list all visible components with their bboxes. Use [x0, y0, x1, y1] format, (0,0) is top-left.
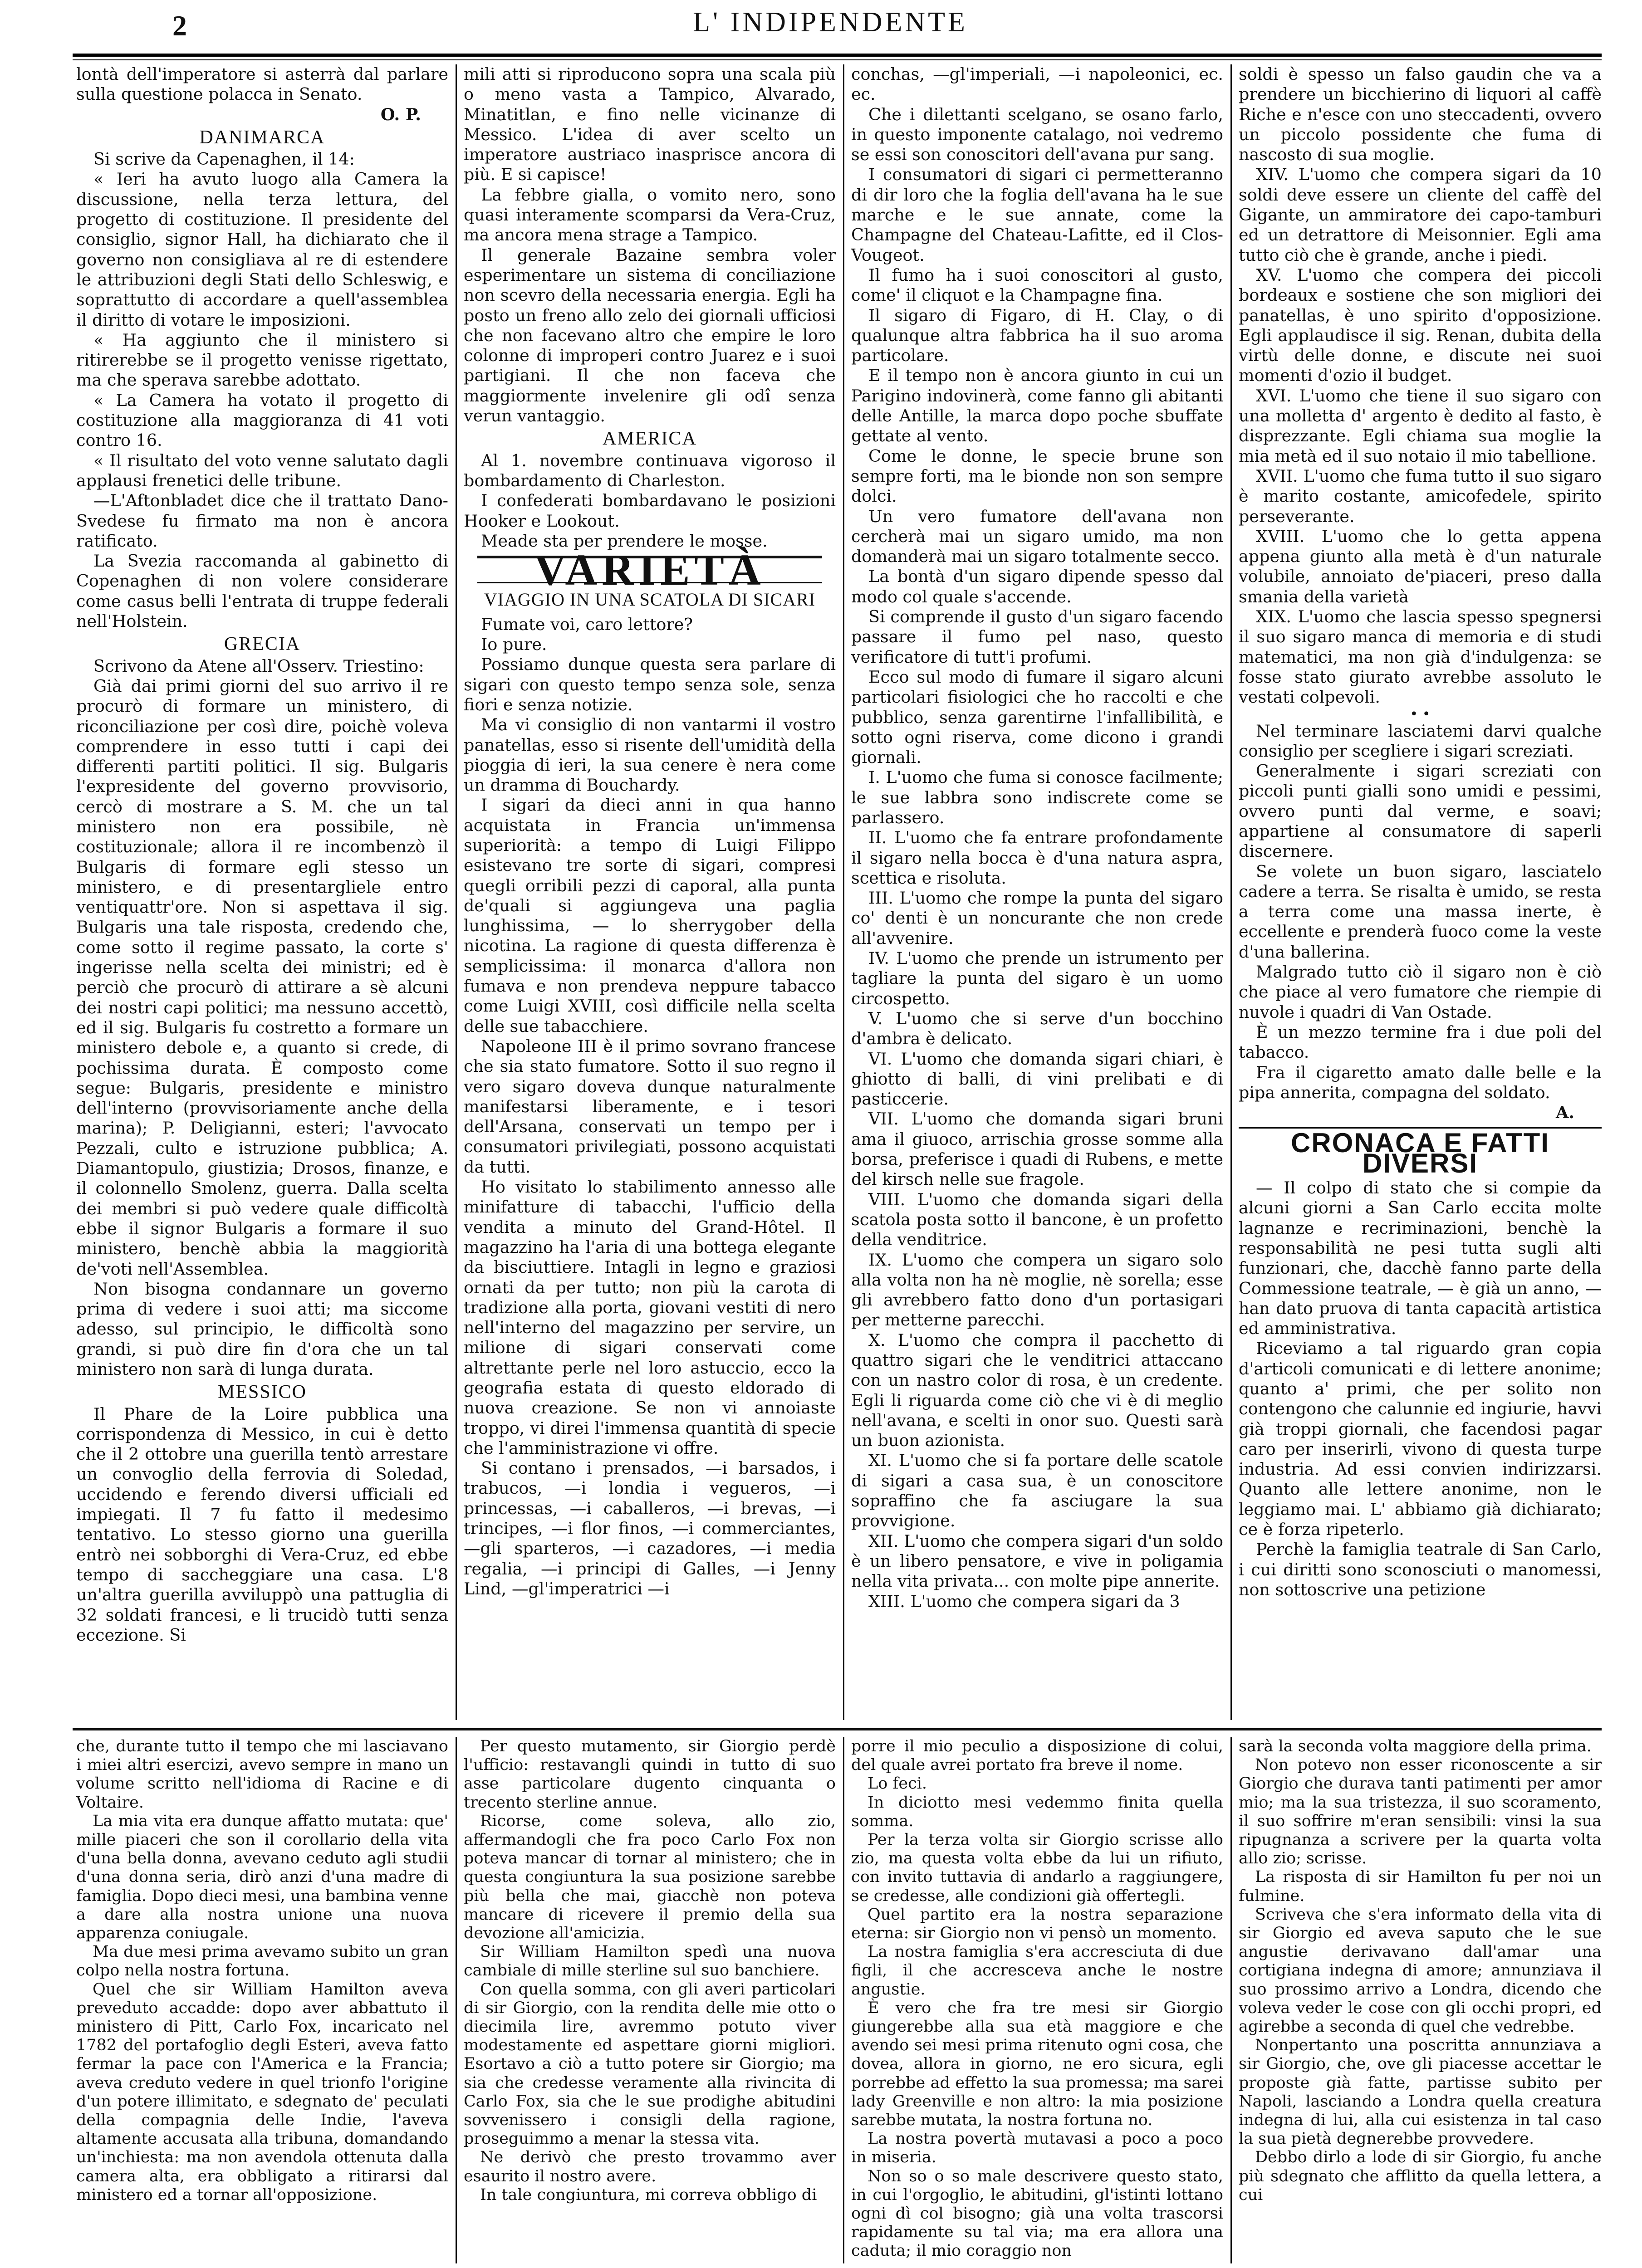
page-number: 2 — [172, 10, 187, 42]
feuilleton-rule — [73, 1728, 1602, 1730]
paragraph: Fumate voi, caro lettore? — [481, 614, 693, 634]
paragraph: Meade sta per prendere le mosse. — [481, 531, 768, 551]
paragraph: Per questo mutamento, sir Giorgio perdè l'ufficio: restavangli quindi in tutto di suo asse particolare dugento cinquanta o trecento sterline annue. — [464, 1737, 836, 1812]
paragraph: Il sigaro di Figaro, di H. Clay, o di qualunque altra fabbrica ha il suo aroma particolare. — [851, 305, 1223, 366]
paragraph: X. L'uomo che compra il pacchetto di quattro sigari che le venditrici attaccano con un nastro color di rosa, è un credente. Egli li riguarda come ciò che vi è di meglio nell'avana, e scelti in onor suo. Questi sarà un buon azionista. — [851, 1330, 1223, 1451]
section-heading-messico: MESSICO — [217, 1382, 307, 1403]
paragraph: Non bisogna condannare un governo prima di vedere i suoi atti; ma siccome adesso, sul principio, le difficoltà sono grandi, si può dire fin d'ora che un tal ministero non sarà di lunga durata. — [76, 1279, 448, 1379]
paragraph: Un vero fumatore dell'avana non cercherà mai un sigaro umido, ma non domanderà mai un sigaro totalmente secco. — [851, 506, 1223, 567]
paragraph: Scriveva che s'era informato della vita di sir Giorgio ed aveva saputo che le sue angustie derivavano dall'amar una cortigiana indegna di amore; annunziava il suo prossimo arrivo a Londra, dicendo che voleva veder le cose con gli occhi propri, ed agirebbe a seconda di quel che vedrebbe. — [1239, 1905, 1602, 2036]
paragraph: La febbre gialla, o vomito nero, sono quasi interamente scomparsi da Vera-Cruz, ma ancora mena strage a Tampico. — [464, 185, 836, 245]
paragraph: sarà la seconda volta maggiore della prima. — [1239, 1737, 1592, 1755]
paragraph: Generalmente i sigari screziati con piccoli punti gialli sono umidi e pessimi, ovvero punti dal verme, e soavi; appartiene al consumatore di saperli discernere. — [1239, 761, 1602, 861]
paragraph: I. L'uomo che fuma si conosce facilmente; le sue labbra sono indiscrete come se parlassero. — [851, 767, 1223, 827]
paragraph: In diciotto mesi vedemmo finita quella somma. — [851, 1793, 1223, 1830]
paragraph: mili atti si riproducono sopra una scala più o meno vasta a Tampico, Alvarado, Minatitlan, e fino nelle vicinanze di Messico. L'idea di aver scelto un imperatore austriaco inasprisce ancora di più. E si capisce! — [464, 64, 836, 185]
column-divider — [456, 64, 457, 1720]
paragraph: La risposta di sir Hamilton fu per noi un fulmine. — [1239, 1868, 1602, 1905]
paragraph: VIII. L'uomo che domanda sigari della scatola posta sotto il bancone, è un profetto della venditrice. — [851, 1189, 1223, 1250]
paragraph: —L'Aftonbladet dice che il trattato Dano-Svedese fu firmato ma non è ancora ratificato. — [76, 491, 448, 551]
newspaper-title: L' INDIPENDENTE — [693, 7, 968, 38]
paragraph: Quel che sir William Hamilton aveva preveduto accadde: dopo aver abbattuto il ministero di Pitt, Carlo Fox, incaricato nel 1782 del portafoglio degli Esteri, aveva fatto fermar la pace con l'America e la Francia; aveva creduto vedere in quel trionfo l'origine d'un potere illimitato, e sdegnato de' peculati della compagnia delle Indie, l'aveva altamente accusata alla tribuna, domandando un'inchiesta: ma non avendola ottenuta dalla camera alta, era obbligato a ritirarsi dal ministero ed a tornar all'opposizione. — [76, 1980, 448, 2204]
column-2 — [464, 64, 836, 1718]
paragraph: XV. L'uomo che compera dei piccoli bordeaux e sostiene che son migliori dei panatellas, è uno spirito d'opposizione. Egli applaudisce il sig. Renan, dubita della virtù delle donne, e discute nei suoi momenti d'ozio il budget. — [1239, 265, 1602, 386]
paragraph: Ma vi consiglio di non vantarmi il vostro panatellas, esso si risente dell'umidità della pioggia di ieri, la sua cenere è nera come un dramma di Bouchardy. — [464, 715, 836, 795]
paragraph: Si scrive da Capenaghen, il 14: — [93, 149, 355, 169]
paragraph: lontà dell'imperatore si asterrà dal parlare sulla questione polacca in Senato. — [76, 64, 448, 104]
separator-dots: • • — [1410, 706, 1431, 722]
paragraph: Come le donne, le specie brune son sempre forti, ma le bionde non son sempre dolci. — [851, 446, 1223, 506]
paragraph: « Ha aggiunto che il ministero si ritirerebbe se il progetto venisse rigettato, ma che sperava sarebbe adottato. — [76, 330, 448, 390]
paragraph: Al 1. novembre continuava vigoroso il bombardamento di Charleston. — [464, 450, 836, 490]
paragraph: II. L'uomo che fa entrare profondamente il sigaro nella bocca è d'una natura aspra, scettica e risoluta. — [851, 828, 1223, 888]
paragraph: Per la terza volta sir Giorgio scrisse allo zio, ma questa volta ebbe da lui un rifiuto, con invito tuttavia di andarlo a raggiungere, se credesse, alle condizioni già offertegli. — [851, 1831, 1223, 1905]
paragraph: XII. L'uomo che compera sigari d'un soldo è un libero pensatore, e vive in poligamia nella vita privata... con molte pipe annerite. — [851, 1531, 1223, 1591]
header-rule-thin — [73, 59, 1602, 60]
paragraph: « Ieri ha avuto luogo alla Camera la discussione, nella terza lettura, del progetto di costituzione. Il presidente del consiglio, signor Hall, ha dichiarato che il governo non consigliava al re di estendere le attribuzioni degli Stati dello Schleswig, e soprattutto di accordare a quell'assemblea il diritto di votare le imposizioni. — [76, 169, 448, 330]
paragraph: E il tempo non è ancora giunto in cui un Parigino indovinerà, come fanno gli abitanti delle Antille, la marca dopo poche sbuffate gettate al vento. — [851, 366, 1223, 446]
paragraph: VII. L'uomo che domanda sigari bruni ama il giuoco, arrischia grosse somme alla borsa, preferisce i quadi di Rubens, e mette del kirsch nelle sue fragole. — [851, 1109, 1223, 1189]
paragraph: Malgrado tutto ciò il sigaro non è ciò che piace al vero fumatore che riempie di nuvole i quadri di Van Ostade. — [1239, 962, 1602, 1022]
paragraph: IX. L'uomo che compera un sigaro solo alla volta non ha nè moglie, nè sorella; esse gli avrebbero fatto dono d'un portasigari per metterne parecchi. — [851, 1250, 1223, 1330]
paragraph: Il Phare de la Loire pubblica una corrispondenza di Messico, in cui è detto che il 2 ottobre una guerilla tentò arrestare un convoglio della ferrovia di Soledad, uccidendo e ferendo diversi ufficiali ed impiegati. Il 7 fu fatto il medesimo tentativo. Lo stesso giorno una guerilla entrò nei sobborghi di Vera-Cruz, ed ebbe tempo di saccheggiare una casa. L'8 un'altra guerilla avviluppò una pattuglia di 32 soldati francesi, e li trucidò tutti senza eccezione. Si — [76, 1404, 448, 1645]
paragraph: Riceviamo a tal riguardo gran copia d'articoli comunicati e di lettere anonime; quanto a' primi, che per solito non contengono che calunnie ed ingiurie, havvi già troppi giornali, che facendosi pagar caro per inserirli, vivono di questa turpe industria. Ad essi convien indirizzarsi. Quanto alle lettere anonime, non le leggiamo mai. L' abbiamo già dichiarato; ce è forza ripeterlo. — [1239, 1339, 1602, 1540]
feuilleton-column-1 — [76, 1737, 448, 2263]
paragraph: Si comprende il gusto d'un sigaro facendo passare il fumo pel naso, questo verificatore di tutt'i profumi. — [851, 607, 1223, 667]
paragraph: porre il mio peculio a disposizione di colui, del quale avrei portato fra breve il nome. — [851, 1737, 1223, 1774]
varieta-subtitle: VIAGGIO IN UNA SCATOLA DI SICARI — [484, 589, 816, 610]
paragraph: VI. L'uomo che domanda sigari chiari, è ghiotto di balli, di vini prelibati e di pasticcerie. — [851, 1049, 1223, 1109]
paragraph: XVI. L'uomo che tiene il suo sigaro con una molletta d' argento è dedito al fasto, è disprezzante. Egli chiama sua moglie la mia metà ed il suo notaio il mio tabellione. — [1239, 386, 1602, 466]
paragraph: Ne derivò che presto trovammo aver esaurito il nostro avere. — [464, 2148, 836, 2185]
paragraph: Se volete un buon sigaro, lasciatelo cadere a terra. Se risalta è umido, se resta a terra come una massa inerte, è eccellente e prenderà fuoco come la veste d'una ballerina. — [1239, 861, 1602, 962]
paragraph: III. L'uomo che rompe la punta del sigaro co' denti è un noncurante che non crede all'avvenire. — [851, 888, 1223, 948]
paragraph: I consumatori di sigari ci permetteranno di dir loro che la foglia dell'avana ha le sue marche e le sue annate, come la Champagne del Chateau-Lafitte, ed il Clos-Vougeot. — [851, 165, 1223, 265]
paragraph: « Il risultato del voto venne salutato dagli applausi frenetici delle tribune. — [76, 450, 448, 490]
paragraph: XIX. L'uomo che lascia spesso spegnersi il suo sigaro manca di memoria e di studi matematici, ma non già d'indulgenza: se fosse stato giurato avrebbe assoluto le vestati colpevoli. — [1239, 607, 1602, 707]
paragraph: Nel terminare lasciatemi darvi qualche consiglio per scegliere i sigari screziati. — [1239, 721, 1602, 761]
paragraph: V. L'uomo che si serve d'un bocchino d'ambra è delicato. — [851, 1008, 1223, 1049]
paragraph: Non potevo non esser riconoscente a sir Giorgio che durava tanti patimenti per amor mio; ma la sua tristezza, il suo scoramento, il suo soffrire m'eran sensibili: vinsi la sua ripugnanza a scrivere per la quarta volta allo zio; scrisse. — [1239, 1756, 1602, 1868]
paragraph: Sir William Hamilton spedì una nuova cambiale di mille sterline sul suo banchiere. — [464, 1943, 836, 1980]
feuilleton-column-4 — [1239, 1737, 1602, 2263]
paragraph: Io pure. — [481, 635, 547, 655]
paragraph: Debbo dirlo a lode di sir Giorgio, fu anche più sdegnato che afflitto da quella lettera, a cui — [1239, 2148, 1602, 2204]
header-rule-thick — [73, 54, 1602, 57]
column-4 — [1239, 64, 1602, 1718]
paragraph: Ho visitato lo stabilimento annesso alle minifatture di tabacchi, l'ufficio della vendita a minuto del Grand-Hôtel. Il magazzino ha l'aria di una bottega elegante da bisciuttiere. Intagli in legno e graziosi ornati da per tutto; non più la carota di tradizione alla porta, giovani vestiti di nero nell'interno del magazzino per servire, un milione di sigari conservati come altrettante perle nel loro astuccio, ecco la geografia estata di questo eldorado di nuova creazione. Se non vi annoiaste troppo, vi direi l'immensa quantità di specie che l'amministrazione vi offre. — [464, 1177, 836, 1458]
paragraph: Il fumo ha i suoi conoscitori al gusto, come' il cliquot e la Champagne fina. — [851, 265, 1223, 305]
paragraph: XI. L'uomo che si fa portare delle scatole di sigari a casa sua, è un conoscitore sopraffino che fa asciugare la sua provvigione. — [851, 1451, 1223, 1531]
paragraph: La Svezia raccomanda al gabinetto di Copenaghen di non volere considerare come casus belli l'entrata di truppe federali nell'Holstein. — [76, 551, 448, 631]
paragraph: È un mezzo termine fra i due poli del tabacco. — [1239, 1022, 1602, 1062]
column-divider — [1230, 64, 1232, 1720]
paragraph: Fra il cigaretto amato dalle belle e la pipa annerita, compagna del soldato. — [1239, 1062, 1602, 1102]
column-divider — [1230, 1737, 1232, 2263]
paragraph: In tale congiuntura, mi correva obbligo di — [480, 2185, 817, 2204]
paragraph: La nostra povertà mutavasi a poco a poco in miseria. — [851, 2130, 1223, 2167]
paragraph: IV. L'uomo che prende un istrumento per tagliare la punta del sigaro è un uomo circospetto. — [851, 948, 1223, 1008]
paragraph: Possiamo dunque questa sera parlare di sigari con questo tempo senza sole, senza fiori e senza notizie. — [464, 655, 836, 714]
paragraph: Nonpertanto una poscritta annunziava a sir Giorgio, che, ove gli piacesse accettar le proposte già fatte, partisse subito per Napoli, lasciando a Londra quella creatura indegna di lui, alla cui esistenza in tal caso la sua pietà degnerebbe provvedere. — [1239, 2036, 1602, 2148]
signature: A. — [1555, 1103, 1574, 1123]
paragraph: XIII. L'uomo che compera sigari da 3 — [868, 1591, 1180, 1611]
paragraph: Scrivono da Atene all'Osserv. Triestino: — [93, 656, 424, 676]
paragraph: È vero che fra tre mesi sir Giorgio giungerebbe alla sua età maggiore e che avendo sei mesi prima ritenuto ogni cosa, che dovea, allora in giorno, ne ero sicura, egli porrebbe ad effetto la sua promessa; ma sarei lady Greenville e non altro: la mia posizione sarebbe mutata, la nostra fortuna no. — [851, 1999, 1223, 2130]
column-3 — [851, 64, 1223, 1718]
paragraph: XVII. L'uomo che fuma tutto il suo sigaro è marito costante, amicofedele, spirito perseverante. — [1239, 466, 1602, 526]
section-heading-america: AMERICA — [603, 428, 697, 450]
paragraph: Già dai primi giorni del suo arrivo il re procurò di formare un ministero, di riconciliazione per così dire, poichè voleva comprendere in esso tutti i capi dei differenti partiti politici. Il sig. Bulgaris l'expresidente del governo provvisorio, cercò di mostrare a S. M. che un tal ministero non era possibile, nè costituzionale; allora il re incombenzò il Bulgaris di formare egli stesso un ministero, e di presentargliele entro ventiquattr'ore. Non si aspettava il sig. Bulgaris una tale risposta, credendo che, come sotto il regime passato, la corte s' ingerisse nella scelta dei ministri; ed è perciò che procurò di attirare a sè alcuni dei nostri capi politici; ma nessuno accettò, ed il sig. Bulgaris fu costretto a formare un ministero debole e, a quanto si crede, di pochissima durata. È composto come segue: Bulgaris, presidente e ministro dell'interno (provvisoriamente anche della marina); P. Deligianni, esteri; l'avvocato Pezzali, culto e istruzione pubblica; A. Diamantopulo, giustizia; Drosos, finanze, e il colonnello Smolenz, guerra. Dalla scelta dei membri si può vedere quale difficoltà ebbe il signor Bulgaris a formare il suo ministero, benchè abbia la maggiorità de'voti nell'Assemblea. — [76, 676, 448, 1279]
page-header — [50, 0, 1611, 54]
paragraph: Ecco sul modo di fumare il sigaro alcuni particolari fisiologici che ho raccolti e che pubblico, senza garentirne l'infallibilità, e sotto ogni riserva, come dicono i grandi giornali. — [851, 667, 1223, 767]
paragraph: La mia vita era dunque affatto mutata: que' mille piaceri che son il corollario della vita d'una bella donna, avevano ceduto agli studii d'una donna seria, dirò anzi d'una madre di famiglia. Dopo dieci mesi, una bambina venne a dare alla nostra unione una nuova apparenza coniugale. — [76, 1812, 448, 1943]
signature: O. P. — [380, 104, 421, 124]
column-divider — [843, 64, 844, 1720]
paragraph: Quel partito era la nostra separazione eterna: sir Giorgio non vi pensò un momento. — [851, 1905, 1223, 1943]
paragraph: — Il colpo di stato che si compie da alcuni giorni a San Carlo eccita molte lagnanze e recriminazioni, benchè la responsabilità ne pesi tutta sugli alti funzionari, che, dacchè fanno parte della Commessione teatrale, — è già un anno, — han dato pruova di tanta capacità artistica ed amministrativa. — [1239, 1178, 1602, 1339]
paragraph: soldi è spesso un falso gaudin che va a prendere un bicchierino di liquori al caffè Riche e n'esce con uno steccadenti, ovvero un piccolo possidente che fuma di nascosto di sua moglie. — [1239, 64, 1602, 165]
paragraph: Perchè la famiglia teatrale di San Carlo, i cui diritti sono sconosciuti o manomessi, non sottoscrive una petizione — [1239, 1540, 1602, 1599]
paragraph: Il generale Bazaine sembra voler esperimentare un sistema di conciliazione non scevro della necessaria energia. Egli ha posto un freno allo zelo dei giornali ufficiosi che non facevano altro che empire le loro colonne di improperi contro Juarez e i suoi partigiani. Il che non faceva che maggiormente invelenire gli odî senza verun vantaggio. — [464, 245, 836, 426]
paragraph: Che i dilettanti scelgano, se osano farlo, in questo imponente catalago, noi vedremo se essi son conoscitori dell'avana pur sang. — [851, 104, 1223, 165]
feuilleton-column-3 — [851, 1737, 1223, 2263]
section-heading-danimarca: DANIMARCA — [199, 127, 325, 148]
paragraph: conchas, —gl'imperiali, —i napoleonici, ec. ec. — [851, 64, 1223, 104]
paragraph: Ma due mesi prima avevamo subito un gran colpo nella nostra fortuna. — [76, 1943, 448, 1980]
paragraph: I confederati bombardavano le posizioni Hooker e Lookout. — [464, 491, 836, 531]
paragraph: Ricorse, come soleva, allo zio, affermandogli che fra poco Carlo Fox non poteva mancar di tornar al ministero; che in questa congiuntura la sua posizione sarebbe più bella che mai, giacchè non poteva mancare di ricevere il premio della sua devozione all'amicizia. — [464, 1812, 836, 1943]
paragraph: Non so o so male descrivere questo stato, in cui l'orgoglio, le abitudini, gl'istinti lottano ogni dì col bisogno; già una volta trascorsi rapidamente su tal via; ma era allora una caduta; il mio coraggio non — [851, 2167, 1223, 2260]
paragraph: XIV. L'uomo che compera sigari da 10 soldi deve essere un cliente del caffè del Gigante, un ammiratore dei capo-tamburi ed un detrattore di Meisonnier. Egli ama tutto ciò che è grande, anche i piedi. — [1239, 165, 1602, 265]
paragraph: « La Camera ha votato il progetto di costituzione alla maggioranza di 41 voti contro 16. — [76, 390, 448, 450]
paragraph: che, durante tutto il tempo che mi lasciavano i miei altri esercizi, avevo sempre in mano un volume scritto nell'idioma di Racine e di Voltaire. — [76, 1737, 448, 1812]
paragraph: Napoleone III è il primo sovrano francese che sia stato fumatore. Sotto il suo regno il vero sigaro doveva dunque naturalmente manifestarsi liberamente, e i tesori dell'Arsana, conservati un tempo per i consumatori privilegiati, possono acquistati da tutti. — [464, 1036, 836, 1177]
paragraph: Si contano i prensados, —i barsados, i trabucos, —i londia i vegueros, —i princessas, —i caballeros, —i brevas, —i trincipes, —i flor finos, —i commerciantes, —gli sparteros, —i cazadores, —i media regalia, —i principi di Galles, —i Jenny Lind, —gl'imperatrici —i — [464, 1458, 836, 1598]
paragraph: La nostra famiglia s'era accresciuta di due figli, il che accresceva anche le nostre angustie. — [851, 1943, 1223, 1999]
paragraph: La bontà d'un sigaro dipende spesso dal modo col quale s'accende. — [851, 567, 1223, 606]
feuilleton-column-2 — [464, 1737, 836, 2263]
column-1 — [76, 64, 448, 1718]
column-divider — [843, 1737, 844, 2263]
column-divider — [456, 1737, 457, 2263]
section-heading-grecia: GRECIA — [224, 634, 301, 655]
varieta-heading: VARIETÀ — [477, 556, 822, 583]
cronaca-heading: CRONACA E FATTI DIVERSI — [1239, 1127, 1602, 1173]
paragraph: XVIII. L'uomo che lo getta appena appena giunto alla metà è d'un naturale volubile, annoiato de'piaceri, preso dalla smania della varietà — [1239, 526, 1602, 606]
paragraph: Con quella somma, con gli averi particolari di sir Giorgio, con la rendita delle mie otto o diecimila lire, avremmo potuto viver modestamente ed aspettare giorni migliori. Esortavo a ciò a tutto potere sir Giorgio; ma sia che credesse veramente alla rivincita di Carlo Fox, sia che le sue prodighe abitudini sovvenissero i consigli della ragione, proseguimmo a menar la stessa vita. — [464, 1980, 836, 2148]
paragraph: Lo feci. — [868, 1774, 927, 1793]
paragraph: I sigari da dieci anni in qua hanno acquistata in Francia un'immensa superiorità: a tempo di Luigi Filippo esistevano tre sorte di sigari, compresi quegli orribili pezzi di caporal, alla punta de'quali si aggiungeva una paglia lunghissima, — lo sherrygober della nicotina. La ragione di questa differenza è semplicissima: il monarca d'allora non fumava e non prendeva neppure tabacco come Luigi XVIII, così difficile nella scelta delle sue tabacchiere. — [464, 795, 836, 1036]
